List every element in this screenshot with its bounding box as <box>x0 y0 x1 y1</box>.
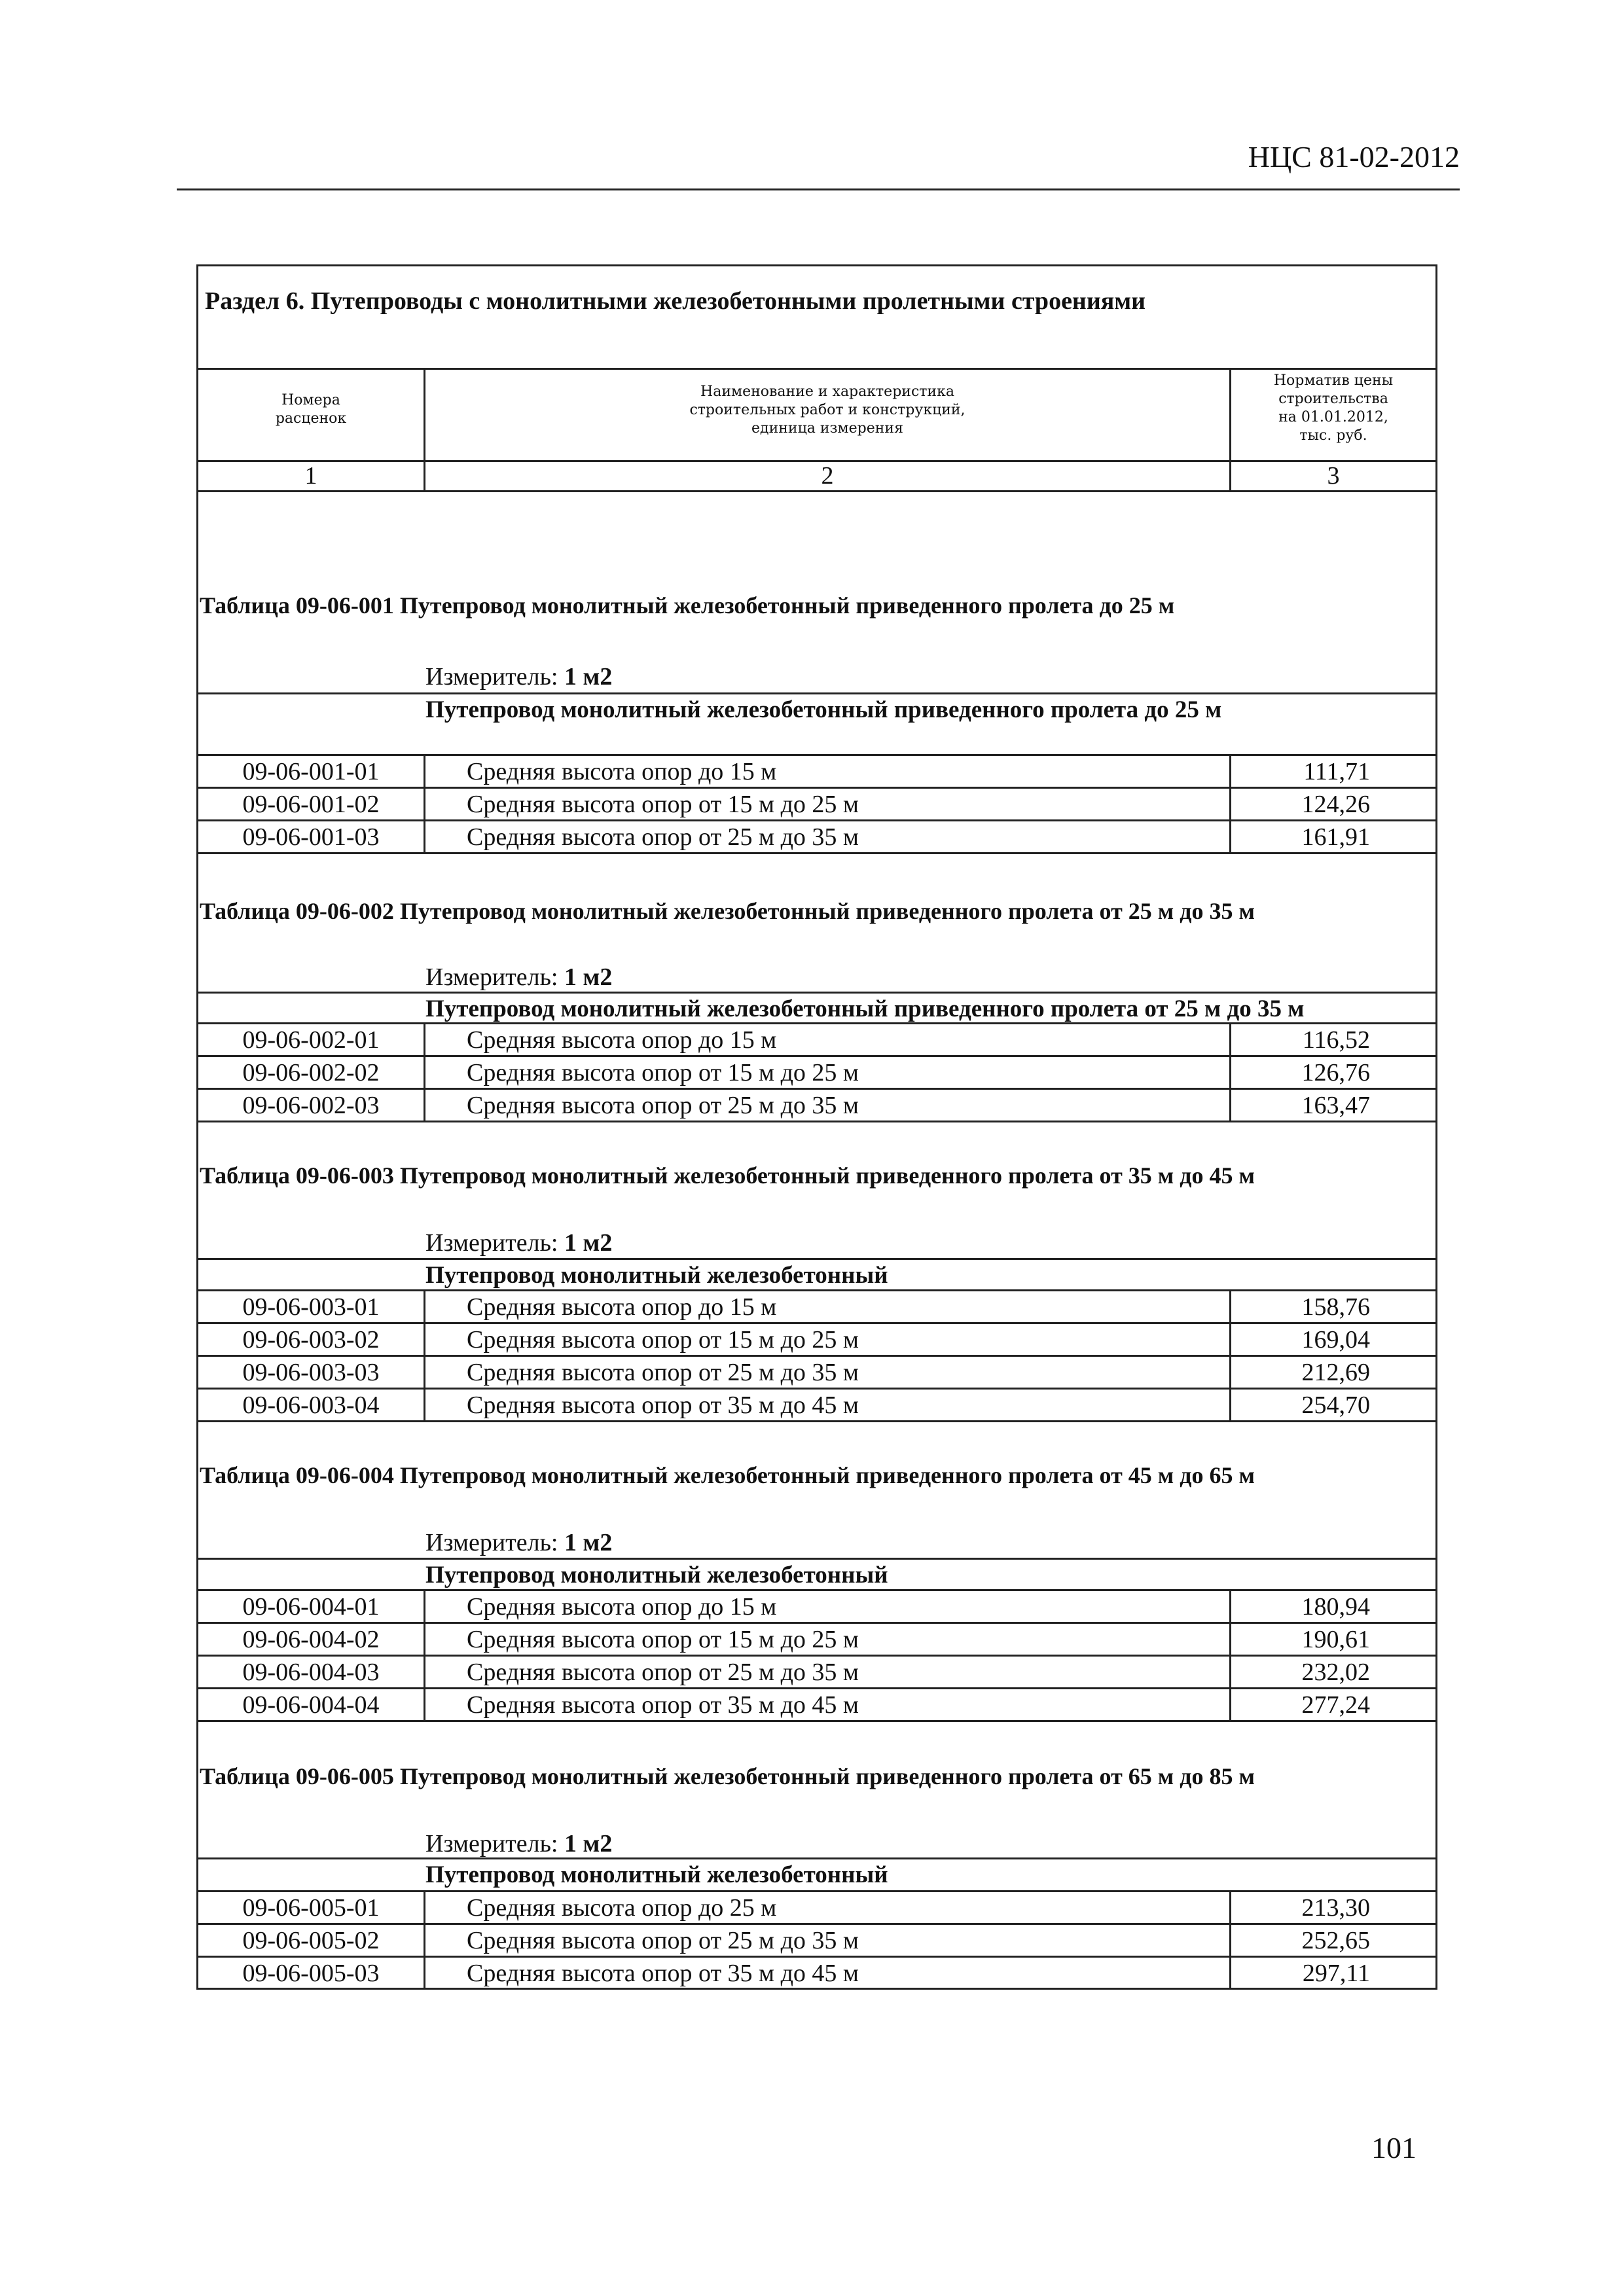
column-header-2 <box>425 383 1229 438</box>
divider <box>198 852 1435 854</box>
rate-value: 254,70 <box>1301 1391 1370 1419</box>
rate-description: Средняя высота опор до 15 м <box>467 1293 777 1321</box>
rate-description: Средняя высота опор от 15 м до 25 м <box>467 1059 859 1086</box>
column-header-1-line: расценок <box>275 410 347 427</box>
rate-value: 190,61 <box>1301 1626 1370 1653</box>
rate-description: Средняя высота опор от 15 м до 25 м <box>467 1626 859 1653</box>
rate-code: 09-06-004-02 <box>242 1626 380 1653</box>
column-divider <box>424 754 425 852</box>
document-code: НЦС 81-02-2012 <box>1248 140 1460 173</box>
rate-value: 124,26 <box>1301 791 1370 818</box>
column-header-2-line: единица измерения <box>751 420 903 437</box>
column-header-3-line: Норматив цены <box>1273 372 1394 389</box>
column-divider <box>424 1890 425 1988</box>
rate-value: 277,24 <box>1301 1691 1370 1719</box>
measurement-label: Измеритель: <box>425 963 558 991</box>
column-header-3-line: тыс. руб. <box>1299 427 1367 444</box>
divider <box>198 1420 1435 1422</box>
divider <box>198 368 1435 370</box>
rate-code: 09-06-003-01 <box>242 1293 380 1321</box>
column-header-1-line: Номера <box>281 392 340 408</box>
divider <box>198 1720 1435 1722</box>
column-header-1 <box>198 391 424 428</box>
rate-value: 161,91 <box>1301 823 1370 851</box>
rate-value: 213,30 <box>1301 1894 1370 1922</box>
rate-description: Средняя высота опор до 15 м <box>467 1593 777 1621</box>
rate-description: Средняя высота опор от 35 м до 45 м <box>467 1691 859 1719</box>
rate-code: 09-06-001-01 <box>242 758 380 785</box>
table-title: Таблица 09-06-001 Путепровод монолитный железобетонный приведенного пролета до 25 м <box>200 592 1175 619</box>
column-divider <box>1229 1022 1231 1121</box>
rate-description: Средняя высота опор от 15 м до 25 м <box>467 1326 859 1354</box>
divider <box>198 1121 1435 1122</box>
column-number-2: 2 <box>821 462 834 490</box>
measurement-label: Измеритель: <box>425 1830 558 1857</box>
rate-value: 232,02 <box>1301 1659 1370 1686</box>
measurement-label: Измеритель: <box>425 1529 558 1556</box>
rate-value: 169,04 <box>1301 1326 1370 1354</box>
column-number-1: 1 <box>304 462 317 490</box>
rate-description: Средняя высота опор до 15 м <box>467 1026 777 1054</box>
rate-description: Средняя высота опор до 25 м <box>467 1894 777 1922</box>
rate-description: Средняя высота опор от 35 м до 45 м <box>467 1391 859 1419</box>
rate-code: 09-06-004-01 <box>242 1593 380 1621</box>
measurement-value: 1 м2 <box>564 1229 613 1257</box>
rate-value: 180,94 <box>1301 1593 1370 1621</box>
rate-code: 09-06-002-03 <box>242 1092 380 1119</box>
divider <box>198 490 1435 492</box>
price-norm-frame <box>196 264 1437 1990</box>
rate-description: Средняя высота опор от 25 м до 35 м <box>467 1659 859 1686</box>
column-header-3-line: на 01.01.2012, <box>1278 409 1388 425</box>
table-subheader: Путепровод монолитный железобетонный <box>425 1861 888 1888</box>
rate-code: 09-06-004-03 <box>242 1659 380 1686</box>
table-subheader: Путепровод монолитный железобетонный <box>425 1562 888 1588</box>
table-subheader: Путепровод монолитный железобетонный <box>425 1262 888 1289</box>
rate-code: 09-06-002-01 <box>242 1026 380 1054</box>
table-subheader: Путепровод монолитный железобетонный приведенного пролета от 25 м до 35 м <box>425 996 1305 1022</box>
rate-code: 09-06-001-02 <box>242 791 380 818</box>
rate-value: 212,69 <box>1301 1359 1370 1386</box>
divider <box>198 1258 1435 1260</box>
rate-code: 09-06-002-02 <box>242 1059 380 1086</box>
measurement-value: 1 м2 <box>564 1830 613 1857</box>
rate-code: 09-06-001-03 <box>242 823 380 851</box>
column-number-3: 3 <box>1327 462 1340 490</box>
measurement-label: Измеритель: <box>425 1229 558 1257</box>
column-divider <box>424 1022 425 1121</box>
rate-description: Средняя высота опор от 25 м до 35 м <box>467 823 859 851</box>
rate-value: 116,52 <box>1302 1026 1370 1054</box>
rate-code: 09-06-005-01 <box>242 1894 380 1922</box>
rate-description: Средняя высота опор от 25 м до 35 м <box>467 1359 859 1386</box>
rate-value: 252,65 <box>1301 1927 1370 1954</box>
measurement-value: 1 м2 <box>564 963 613 991</box>
section-title: Раздел 6. Путепроводы с монолитными железобетонными пролетными строениями <box>205 287 1146 315</box>
rate-value: 111,71 <box>1303 758 1370 785</box>
measurement-value: 1 м2 <box>564 663 613 691</box>
rate-code: 09-06-005-02 <box>242 1927 380 1954</box>
page-number: 101 <box>1371 2131 1416 2164</box>
table-title: Таблица 09-06-003 Путепровод монолитный железобетонный приведенного пролета от 35 м до 45 м <box>200 1162 1255 1189</box>
rate-value: 158,76 <box>1301 1293 1370 1321</box>
rate-description: Средняя высота опор от 25 м до 35 м <box>467 1927 859 1954</box>
column-header-2-line: строительных работ и конструкций, <box>689 402 965 418</box>
rate-code: 09-06-003-04 <box>242 1391 380 1419</box>
rate-code: 09-06-005-03 <box>242 1960 380 1987</box>
column-header-3 <box>1231 372 1435 445</box>
rate-value: 297,11 <box>1302 1960 1370 1987</box>
column-header-3-line: строительства <box>1278 391 1388 407</box>
column-divider <box>1229 1890 1231 1988</box>
measurement-unit <box>425 662 612 692</box>
rate-code: 09-06-003-03 <box>242 1359 380 1386</box>
rate-code: 09-06-003-02 <box>242 1326 380 1354</box>
rate-value: 126,76 <box>1301 1059 1370 1086</box>
rate-code: 09-06-004-04 <box>242 1691 380 1719</box>
measurement-unit <box>425 1528 612 1558</box>
measurement-unit <box>425 1829 612 1859</box>
rate-description: Средняя высота опор до 15 м <box>467 758 777 785</box>
table-subheader: Путепровод монолитный железобетонный приведенного пролета до 25 м <box>425 696 1222 723</box>
divider <box>198 692 1435 694</box>
table-title: Таблица 09-06-002 Путепровод монолитный железобетонный приведенного пролета от 25 м до 35 м <box>200 898 1255 924</box>
column-divider <box>1229 754 1231 852</box>
column-header-2-line: Наименование и характеристика <box>700 384 954 400</box>
measurement-label: Измеритель: <box>425 663 558 691</box>
rate-description: Средняя высота опор от 15 м до 25 м <box>467 791 859 818</box>
measurement-value: 1 м2 <box>564 1529 613 1556</box>
measurement-unit <box>425 1228 612 1258</box>
measurement-unit <box>425 962 612 992</box>
rate-description: Средняя высота опор от 25 м до 35 м <box>467 1092 859 1119</box>
rate-description: Средняя высота опор от 35 м до 45 м <box>467 1960 859 1987</box>
table-title: Таблица 09-06-005 Путепровод монолитный железобетонный приведенного пролета от 65 м до 85 м <box>200 1763 1255 1789</box>
divider <box>198 992 1435 994</box>
header-rule <box>177 188 1460 190</box>
table-title: Таблица 09-06-004 Путепровод монолитный железобетонный приведенного пролета от 45 м до 65 м <box>200 1462 1255 1488</box>
rate-value: 163,47 <box>1301 1092 1370 1119</box>
divider <box>198 1558 1435 1560</box>
divider <box>198 1857 1435 1859</box>
